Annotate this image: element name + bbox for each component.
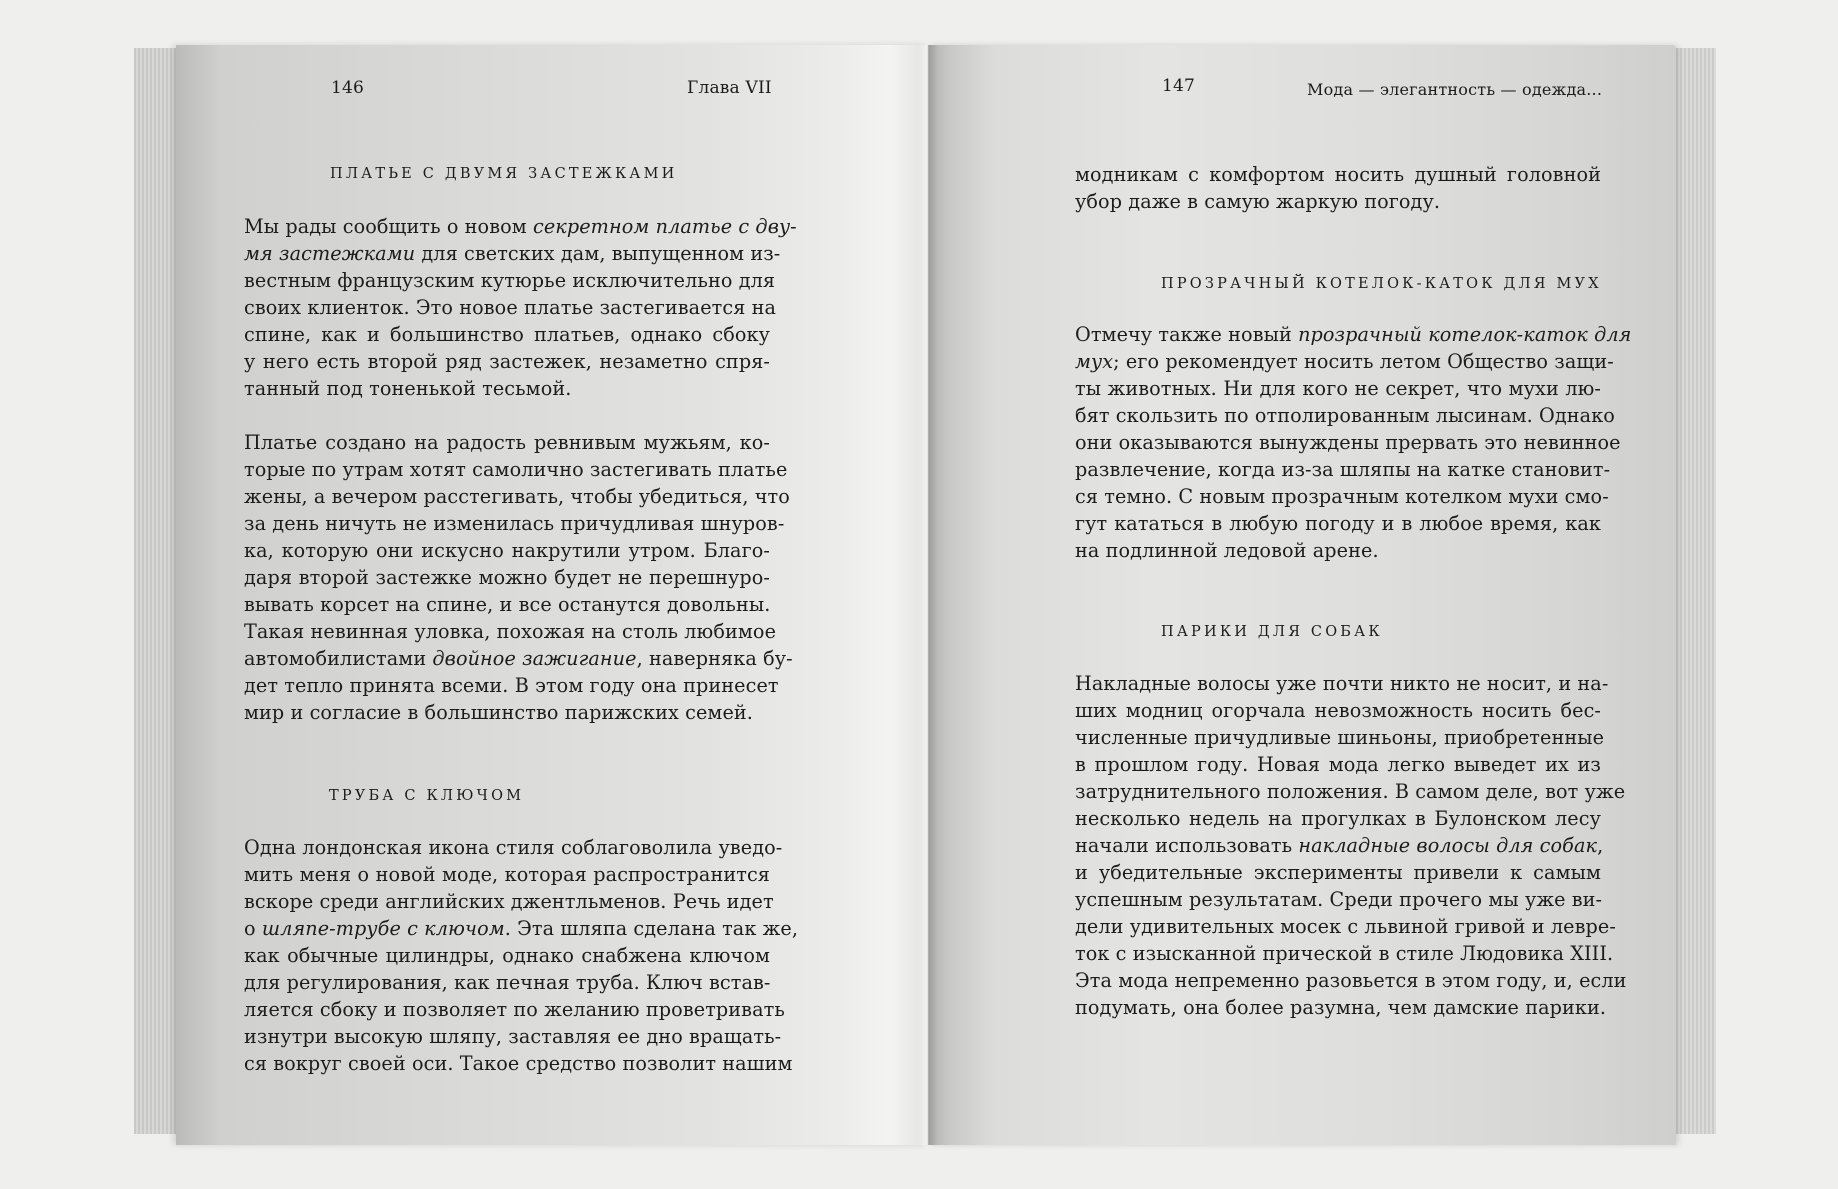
- right-running-head: Мода — элегантность — одежда...: [1307, 80, 1603, 99]
- text-line: [244, 834, 783, 861]
- text-run: ток с изысканной прической в стиле Людовика XIII.: [1075, 942, 1614, 965]
- text-run: успешным результатам. Среди прочего мы уже ви-: [1075, 888, 1603, 911]
- text-run: автомобилистами: [244, 647, 433, 670]
- text-line: [1075, 161, 1601, 188]
- text-line: [1075, 510, 1601, 537]
- text-run: модникам с комфортом носить душный головной: [1075, 163, 1601, 186]
- text-run: в прошлом году. Новая мода легко выведет их из: [1075, 753, 1601, 776]
- text-run: Отмечу также новый: [1075, 323, 1299, 346]
- text-run: танный под тоненькой тесьмой.: [244, 377, 572, 400]
- text-line: [244, 618, 777, 645]
- left-page-number: 146: [331, 78, 365, 98]
- italic-phrase: мух: [1075, 350, 1114, 373]
- text-run: для светских дам, выпущенном из-: [415, 242, 781, 265]
- text-run: ся вокруг своей оси. Такое средство позволит нашим: [244, 1052, 793, 1075]
- text-run: вскоре среди английских джентльменов. Речь идет: [244, 890, 774, 913]
- text-run: о: [244, 917, 262, 940]
- text-line: [244, 267, 776, 294]
- text-line: [244, 996, 785, 1023]
- italic-phrase: накладные волосы для собак: [1298, 834, 1598, 857]
- text-run: подумать, она более разумна, чем дамские парики.: [1075, 996, 1607, 1019]
- text-run: ,: [1597, 834, 1604, 857]
- section-heading: ПРОЗРАЧНЫЙ КОТЕЛОК-КАТОК ДЛЯ МУХ: [1161, 276, 1602, 292]
- text-line: [244, 699, 770, 726]
- text-run: своих клиенток. Это новое платье застегивается на: [244, 296, 777, 319]
- text-line: [1075, 832, 1604, 859]
- text-line: [1075, 429, 1621, 456]
- text-line: [1075, 483, 1609, 510]
- text-line: [1075, 778, 1626, 805]
- text-run: затруднительного положения. В самом деле, вот уже: [1075, 780, 1626, 803]
- text-run: жены, а вечером расстегивать, чтобы убедиться, что: [244, 485, 790, 508]
- book-gutter: [918, 45, 938, 1145]
- text-line: [1075, 913, 1616, 940]
- text-run: Мы рады сообщить о новом: [244, 215, 533, 238]
- text-run: ляется сбоку и позволяет по желанию проветривать: [244, 998, 785, 1021]
- text-run: мить меня о новой моде, которая распространится: [244, 863, 770, 886]
- text-run: за день ничуть не изменилась причудливая шнуров-: [244, 512, 785, 535]
- right-page-number: 147: [1162, 76, 1196, 96]
- text-line: [244, 888, 774, 915]
- text-line: [244, 321, 770, 348]
- text-run: для регулирования, как печная труба. Ключ встав-: [244, 971, 771, 994]
- text-run: как обычные цилиндры, однако снабжена ключом: [244, 944, 770, 967]
- text-line: [1075, 321, 1632, 348]
- text-line: [244, 672, 779, 699]
- text-line: [1075, 940, 1614, 967]
- text-line: [1075, 805, 1601, 832]
- text-run: дет тепло принята всеми. В этом году она принесет: [244, 674, 779, 697]
- text-run: ; его рекомендует носить летом Общество защи-: [1113, 350, 1614, 373]
- italic-phrase: мя застежками: [244, 242, 416, 265]
- section-heading: ТРУБА С КЛЮЧОМ: [329, 788, 525, 804]
- text-line: [1075, 537, 1601, 564]
- text-line: [244, 240, 781, 267]
- text-run: Такая невинная уловка, похожая на столь любимое: [244, 620, 777, 643]
- text-run: торые по утрам хотят самолично застегивать платье: [244, 458, 788, 481]
- text-line: [1075, 670, 1609, 697]
- text-line: [244, 1050, 793, 1077]
- text-line: [1075, 994, 1607, 1021]
- text-line: [1075, 456, 1611, 483]
- text-run: убор даже в самую жаркую погоду.: [1075, 190, 1441, 213]
- text-run: они оказываются вынуждены прервать это невинное: [1075, 431, 1621, 454]
- text-run: Эта мода непременно разовьется в этом году, и, если: [1075, 969, 1627, 992]
- text-run: дели удивительных мосек с львиной гривой и левре-: [1075, 915, 1616, 938]
- text-line: [244, 942, 770, 969]
- text-line: [244, 213, 797, 240]
- italic-phrase: секретном платье с дву-: [532, 215, 797, 238]
- text-line: [244, 591, 770, 618]
- text-line: [244, 1023, 782, 1050]
- section-heading: ПАРИКИ ДЛЯ СОБАК: [1161, 624, 1383, 640]
- text-line: [1075, 886, 1601, 913]
- text-line: [1075, 375, 1601, 402]
- text-run: начали использовать: [1075, 834, 1299, 857]
- text-line: [1075, 967, 1627, 994]
- text-line: [244, 510, 785, 537]
- text-line: [244, 537, 770, 564]
- left-running-head: Глава VII: [687, 78, 772, 98]
- text-line: [244, 429, 770, 456]
- text-line: [1075, 724, 1605, 751]
- text-line: [1075, 859, 1601, 886]
- text-run: Накладные волосы уже почти никто не носит, и на-: [1075, 672, 1609, 695]
- text-line: [1075, 188, 1601, 215]
- italic-phrase: прозрачный котелок-каток для: [1298, 323, 1632, 346]
- text-line: [244, 645, 793, 672]
- text-line: [244, 915, 799, 942]
- italic-phrase: шляпе-трубе с ключом: [261, 917, 505, 940]
- text-run: бят скользить по отполированным лысинам. Однако: [1075, 404, 1615, 427]
- text-line: [244, 294, 777, 321]
- text-run: несколько недель на прогулках в Булонском лесу: [1075, 807, 1601, 830]
- text-run: Платье создано на радость ревнивым мужьям, ко-: [244, 431, 770, 454]
- text-line: [244, 861, 770, 888]
- text-run: даря второй застежке можно будет не перешнуро-: [244, 566, 770, 589]
- text-line: [1075, 402, 1615, 429]
- text-run: у него есть второй ряд застежек, незаметно спря-: [244, 350, 770, 373]
- text-line: [244, 564, 770, 591]
- text-run: численные причудливые шиньоны, приобретенные: [1075, 726, 1605, 749]
- text-run: мир и согласие в большинство парижских семей.: [244, 701, 753, 724]
- text-line: [244, 375, 770, 402]
- text-line: [244, 456, 788, 483]
- text-line: [1075, 697, 1601, 724]
- text-run: , наверняка бу-: [636, 647, 793, 670]
- left-page-edges: [134, 48, 180, 1134]
- text-line: [1075, 348, 1614, 375]
- text-run: изнутри высокую шляпу, заставляя ее дно вращать-: [244, 1025, 782, 1048]
- text-run: развлечение, когда из-за шляпы на катке становит-: [1075, 458, 1611, 481]
- text-line: [244, 483, 790, 510]
- text-run: ка, которую они искусно накрутили утром. Благо-: [244, 539, 770, 562]
- text-line: [1075, 751, 1601, 778]
- text-run: ся темно. С новым прозрачным котелком мухи смо-: [1075, 485, 1609, 508]
- text-run: спине, как и большинство платьев, однако сбоку: [244, 323, 770, 346]
- text-run: гут кататься в любую погоду и в любое время, как: [1075, 512, 1601, 535]
- text-run: вывать корсет на спине, и все останутся довольны.: [244, 593, 771, 616]
- section-heading: ПЛАТЬЕ С ДВУМЯ ЗАСТЕЖКАМИ: [330, 166, 678, 182]
- text-run: на подлинной ледовой арене.: [1075, 539, 1379, 562]
- text-run: ших модниц огорчала невозможность носить бес-: [1075, 699, 1601, 722]
- text-run: вестным французским кутюрье исключительно для: [244, 269, 776, 292]
- text-run: ты животных. Ни для кого не секрет, что мухи лю-: [1075, 377, 1601, 400]
- text-run: и убедительные эксперименты привели к самым: [1075, 861, 1601, 884]
- italic-phrase: двойное зажигание: [432, 647, 637, 670]
- text-run: . Эта шляпа сделана так же,: [504, 917, 799, 940]
- text-line: [244, 348, 770, 375]
- text-run: Одна лондонская икона стиля соблаговолила уведо-: [244, 836, 783, 859]
- text-line: [244, 969, 770, 996]
